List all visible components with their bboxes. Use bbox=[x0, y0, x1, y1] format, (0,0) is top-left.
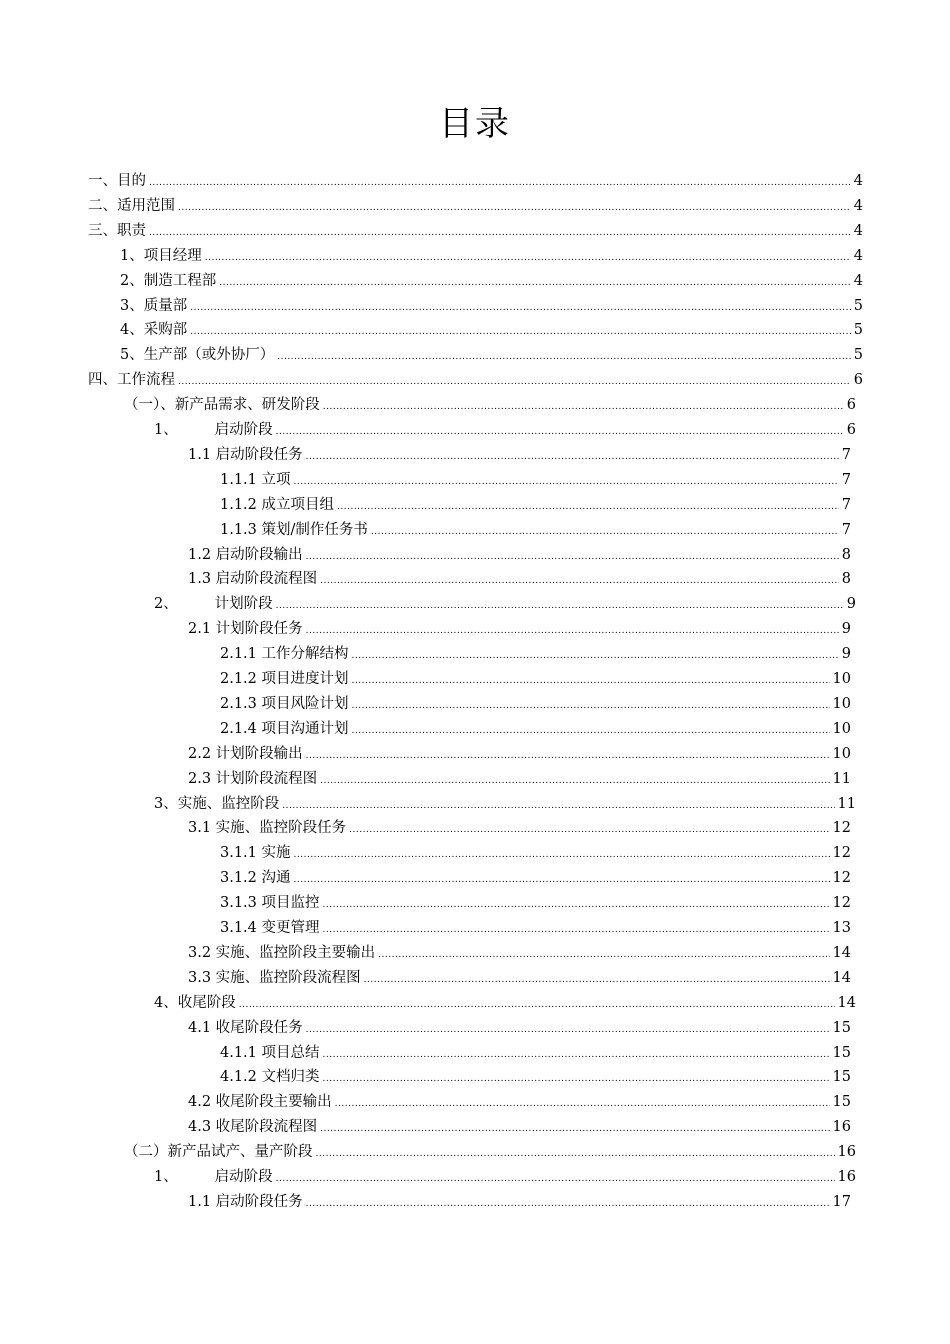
toc-dot-leader bbox=[352, 699, 830, 713]
toc-dot-leader bbox=[323, 923, 830, 937]
toc-entry[interactable] bbox=[220, 887, 851, 912]
toc-dot-leader bbox=[276, 599, 844, 613]
toc-dot-leader bbox=[323, 898, 830, 912]
toc-page-number: 12 bbox=[832, 820, 851, 837]
toc-dot-leader bbox=[282, 799, 834, 813]
toc-entry[interactable] bbox=[220, 912, 851, 937]
toc-dot-leader bbox=[352, 649, 839, 663]
toc-page-number: 9 bbox=[841, 621, 851, 638]
toc-entry[interactable] bbox=[154, 1161, 856, 1186]
toc-page-number: 16 bbox=[837, 1169, 856, 1185]
toc-dot-leader bbox=[239, 998, 835, 1012]
toc-entry-label: 3、实施、监控阶段 bbox=[154, 795, 280, 812]
toc-dot-leader bbox=[276, 1172, 835, 1186]
toc-dot-leader bbox=[378, 948, 829, 962]
toc-page-number: 5 bbox=[853, 322, 863, 339]
toc-page-number: 10 bbox=[832, 720, 851, 737]
toc-entry[interactable] bbox=[120, 265, 863, 290]
toc-dot-leader bbox=[178, 201, 851, 215]
toc-dot-leader bbox=[316, 1147, 835, 1161]
toc-dot-leader bbox=[323, 400, 844, 414]
toc-page-number: 13 bbox=[832, 920, 851, 936]
toc-page-number: 7 bbox=[841, 496, 851, 513]
toc-entry[interactable] bbox=[124, 389, 856, 414]
toc-entry[interactable] bbox=[188, 763, 851, 788]
toc-dot-leader bbox=[335, 1097, 830, 1111]
toc-entry-label: 1.2 启动阶段输出 bbox=[188, 546, 303, 563]
toc-entry-label: 5、生产部（或外协厂） bbox=[120, 347, 275, 364]
toc-entry[interactable] bbox=[220, 663, 851, 688]
toc-entry-label: 四、工作流程 bbox=[88, 372, 175, 389]
toc-entry-label: 2.1.4 项目沟通计划 bbox=[220, 720, 349, 737]
toc-entry[interactable] bbox=[188, 1086, 851, 1111]
toc-dot-leader bbox=[294, 475, 839, 489]
toc-entry-label: 4.2 收尾阶段主要输出 bbox=[188, 1094, 332, 1111]
toc-page-number: 8 bbox=[841, 571, 851, 588]
toc-entry-label: 一、目的 bbox=[88, 173, 146, 189]
toc-entry-label: （二）新产品试产、量产阶段 bbox=[124, 1144, 313, 1161]
toc-entry[interactable] bbox=[188, 613, 851, 638]
toc-entry[interactable] bbox=[220, 638, 851, 663]
toc-page-number: 12 bbox=[832, 895, 851, 912]
toc-page-number: 9 bbox=[841, 646, 851, 663]
toc-page-number: 10 bbox=[832, 745, 851, 762]
toc-entry[interactable] bbox=[88, 364, 863, 389]
toc-entry[interactable] bbox=[188, 439, 851, 464]
toc-page-number: 4 bbox=[853, 247, 863, 264]
toc-entry[interactable] bbox=[154, 788, 856, 813]
toc-entry-label: 三、职责 bbox=[88, 222, 146, 239]
toc-entry-label: 4.1.1 项目总结 bbox=[220, 1044, 320, 1061]
toc-entry[interactable] bbox=[88, 215, 863, 240]
toc-entry-label: 1.3 启动阶段流程图 bbox=[188, 571, 318, 588]
toc-dot-leader bbox=[219, 276, 851, 290]
toc-entry-label: 2、制造工程部 bbox=[120, 272, 217, 289]
toc-entry-label: 2.1 计划阶段任务 bbox=[188, 621, 303, 638]
toc-dot-leader bbox=[320, 1122, 829, 1136]
toc-entry[interactable] bbox=[188, 738, 851, 763]
toc-page-number: 9 bbox=[846, 596, 856, 613]
toc-entry-label: 1.1.1 立项 bbox=[220, 471, 291, 488]
toc-entry-label: 2、 计划阶段 bbox=[154, 596, 273, 613]
toc-page-number: 7 bbox=[841, 446, 851, 463]
toc-page-number: 12 bbox=[832, 870, 851, 887]
toc-dot-leader bbox=[352, 724, 830, 738]
toc-page-number: 5 bbox=[853, 347, 863, 364]
toc-dot-leader bbox=[276, 425, 844, 439]
toc-entry-label: 2.1.2 项目进度计划 bbox=[220, 671, 349, 687]
toc-entry[interactable] bbox=[120, 339, 863, 364]
toc-page-number: 12 bbox=[832, 845, 851, 862]
toc-dot-leader bbox=[306, 624, 839, 638]
toc-page-number: 6 bbox=[846, 397, 856, 414]
page-title: 目录 bbox=[439, 104, 511, 144]
toc-page-number: 14 bbox=[832, 944, 851, 961]
toc-entry[interactable] bbox=[188, 539, 851, 564]
toc-entry[interactable] bbox=[220, 837, 851, 862]
toc-dot-leader bbox=[364, 973, 830, 987]
toc-dot-leader bbox=[306, 749, 830, 763]
toc-entry[interactable] bbox=[220, 489, 851, 514]
toc-dot-leader bbox=[149, 176, 851, 190]
toc-page-number: 15 bbox=[832, 1069, 851, 1086]
toc-entry-label: 4.1.2 文档归类 bbox=[220, 1069, 320, 1086]
toc-entry-label: 二、适用范围 bbox=[88, 197, 175, 214]
toc-entry[interactable] bbox=[188, 563, 851, 588]
toc-entry-label: 4.3 收尾阶段流程图 bbox=[188, 1119, 318, 1136]
toc-dot-leader bbox=[294, 848, 830, 862]
toc-page-number: 14 bbox=[832, 969, 851, 986]
toc-page-number: 6 bbox=[846, 422, 856, 438]
toc-entry-label: 4、采购部 bbox=[120, 322, 188, 339]
toc-entry-label: 1、 启动阶段 bbox=[154, 1169, 273, 1185]
toc-dot-leader bbox=[306, 1023, 830, 1037]
toc-dot-leader bbox=[352, 674, 830, 688]
toc-entry[interactable] bbox=[188, 812, 851, 837]
toc-entry-label: 3.1.4 变更管理 bbox=[220, 920, 320, 936]
toc-entry[interactable] bbox=[154, 588, 856, 613]
toc-entry[interactable] bbox=[120, 314, 863, 339]
toc-entry-label: 1、 启动阶段 bbox=[154, 422, 273, 438]
toc-entry[interactable] bbox=[220, 862, 851, 887]
toc-entry[interactable] bbox=[220, 713, 851, 738]
toc-entry[interactable] bbox=[188, 1186, 851, 1211]
toc-dot-leader bbox=[337, 500, 839, 514]
toc-entry-label: （一）、新产品需求、研发阶段 bbox=[124, 397, 320, 414]
toc-dot-leader bbox=[190, 325, 851, 339]
toc-entry[interactable] bbox=[220, 688, 851, 713]
toc-page-number: 14 bbox=[837, 994, 856, 1011]
toc-dot-leader bbox=[294, 873, 830, 887]
toc-entry-label: 3.1.3 项目监控 bbox=[220, 895, 320, 912]
toc-dot-leader bbox=[190, 301, 851, 315]
toc-entry-label: 3.2 实施、监控阶段主要输出 bbox=[188, 944, 376, 961]
toc-entry[interactable] bbox=[124, 1136, 856, 1161]
toc-page-number: 17 bbox=[832, 1193, 851, 1210]
toc-entry-label: 1.1.2 成立项目组 bbox=[220, 496, 335, 513]
toc-page-number: 8 bbox=[841, 546, 851, 563]
toc-dot-leader bbox=[277, 350, 851, 364]
toc-page-number: 7 bbox=[841, 521, 851, 538]
toc-entry-label: 4、收尾阶段 bbox=[154, 994, 236, 1011]
toc-entry-label: 1.1 启动阶段任务 bbox=[188, 446, 303, 463]
toc-entry[interactable] bbox=[220, 1037, 851, 1062]
toc-page-number: 10 bbox=[832, 695, 851, 712]
toc-dot-leader bbox=[149, 226, 851, 240]
toc-entry-label: 3、质量部 bbox=[120, 297, 188, 314]
toc-entry-label: 1.1.3 策划/制作任务书 bbox=[220, 521, 368, 538]
toc-entry-label: 3.1.1 实施 bbox=[220, 845, 291, 862]
toc-entry-label: 1、项目经理 bbox=[120, 247, 202, 264]
toc-dot-leader bbox=[320, 774, 829, 788]
toc-entry-label: 2.1.3 项目风险计划 bbox=[220, 695, 349, 712]
toc-page-number: 4 bbox=[853, 173, 863, 189]
toc-dot-leader bbox=[349, 823, 829, 837]
toc-entry[interactable] bbox=[154, 987, 856, 1012]
toc-entry[interactable] bbox=[220, 464, 851, 489]
toc-page-number: 15 bbox=[832, 1044, 851, 1061]
toc-dot-leader bbox=[306, 550, 839, 564]
toc-page-number: 4 bbox=[853, 197, 863, 214]
toc-dot-leader bbox=[205, 251, 851, 265]
toc-entry[interactable] bbox=[220, 514, 851, 539]
toc-dot-leader bbox=[323, 1072, 830, 1086]
toc-entry-label: 1.1 启动阶段任务 bbox=[188, 1193, 303, 1210]
toc-entry-label: 3.1 实施、监控阶段任务 bbox=[188, 820, 347, 837]
toc-dot-leader bbox=[371, 525, 839, 539]
toc-page-number: 4 bbox=[853, 222, 863, 239]
toc-entry-label: 2.1.1 工作分解结构 bbox=[220, 646, 349, 663]
toc-page-number: 10 bbox=[832, 671, 851, 687]
toc-page-number: 11 bbox=[832, 770, 851, 787]
toc-entry-label: 2.3 计划阶段流程图 bbox=[188, 770, 318, 787]
toc-entry[interactable] bbox=[188, 962, 851, 987]
toc-entry[interactable] bbox=[120, 290, 863, 315]
toc-entry[interactable] bbox=[188, 1012, 851, 1037]
toc-entry[interactable] bbox=[220, 1061, 851, 1086]
toc-page-number: 16 bbox=[837, 1144, 856, 1161]
toc-entry-label: 3.1.2 沟通 bbox=[220, 870, 291, 887]
toc-entry[interactable] bbox=[120, 240, 863, 265]
toc-dot-leader bbox=[306, 450, 839, 464]
toc-page-number: 6 bbox=[853, 372, 863, 389]
toc-entry[interactable] bbox=[188, 1111, 851, 1136]
toc-entry[interactable] bbox=[188, 937, 851, 962]
toc-page-number: 11 bbox=[837, 795, 856, 812]
toc-page-number: 15 bbox=[832, 1094, 851, 1111]
toc-entry-label: 3.3 实施、监控阶段流程图 bbox=[188, 969, 361, 986]
toc-dot-leader bbox=[323, 1048, 830, 1062]
toc-page-number: 4 bbox=[853, 272, 863, 289]
toc-page-number: 16 bbox=[832, 1119, 851, 1136]
toc-page-number: 15 bbox=[832, 1019, 851, 1036]
toc-entry-label: 4.1 收尾阶段任务 bbox=[188, 1019, 303, 1036]
toc-entry[interactable] bbox=[88, 190, 863, 215]
toc-dot-leader bbox=[320, 574, 839, 588]
toc-entry[interactable] bbox=[88, 165, 863, 190]
toc-page-number: 7 bbox=[841, 471, 851, 488]
toc-entry-label: 2.2 计划阶段输出 bbox=[188, 745, 303, 762]
toc-entry[interactable] bbox=[154, 414, 856, 439]
toc-page-number: 5 bbox=[853, 297, 863, 314]
toc-dot-leader bbox=[178, 375, 851, 389]
toc-dot-leader bbox=[306, 1197, 830, 1211]
